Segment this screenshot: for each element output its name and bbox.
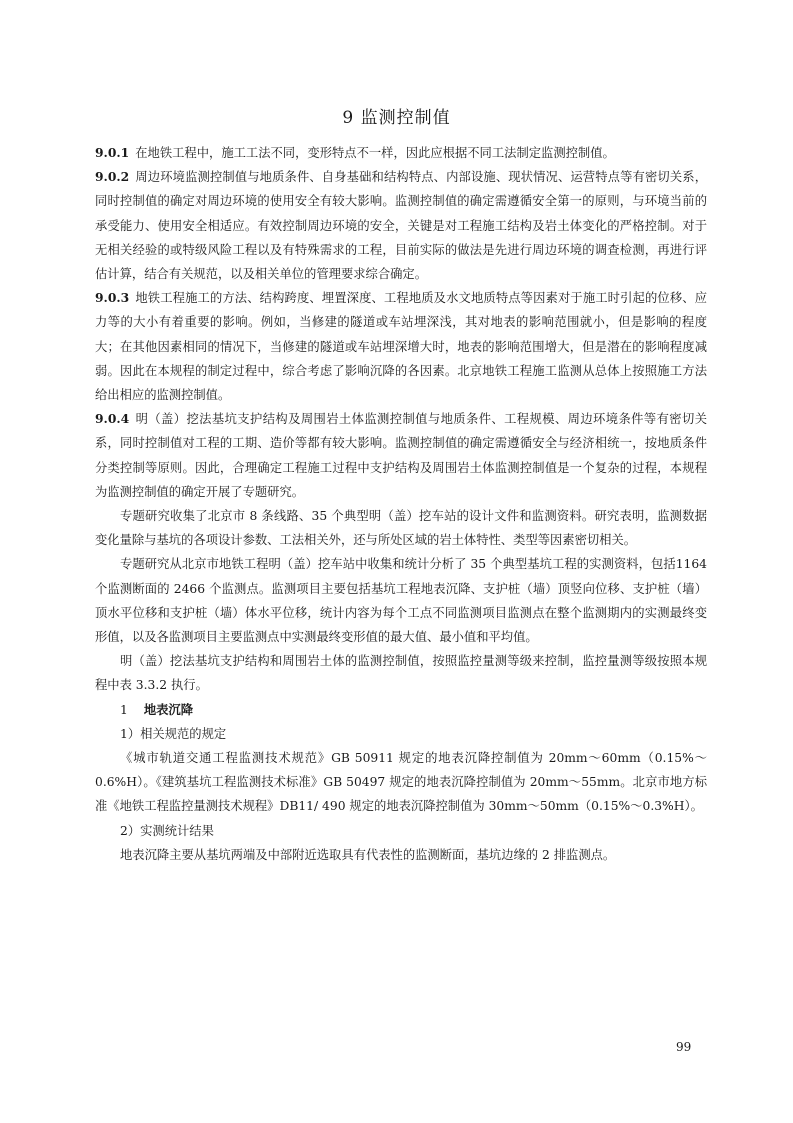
section-9-0-3	[95, 286, 707, 407]
section-9-0-1	[95, 141, 707, 165]
paragraph-research-statistics: 专题研究从北京市地铁工程明（盖）挖车站中收集和统计分析了 35 个典型基坑工程的实测资料，包括1164 个监测断面的 2466 个监测点。监测项目主要包括基坑工程地表沉降、支护桩（墙）顶竖向位移、支护桩（墙）顶水平位移和支护桩（墙）体水平位移，统计内容为每个工点不同监测项目监测点在整个监测期内的实测最终变形值，以及各监测项目主要监测点中实测最终变形值的最大值、最小值和平均值。	[95, 557, 707, 645]
section-number: 9.0.3	[95, 290, 130, 306]
paragraph-standards: 《城市轨道交通工程监测技术规范》GB 50911 规定的地表沉降控制值为 20mm～60mm（0.15%～0.6%H）。《建筑基坑工程监测技术标准》GB 50497 规定的地表沉降控制值为 20mm～55mm。北京市地方标准《地铁工程监控量测技术规程》DB11/ 490 规定的地表沉降控制值为 30mm～50mm（0.15%～0.3%H）。	[95, 751, 707, 814]
section-text: 周边环境监测控制值与地质条件、自身基础和结构特点、内部设施、现状情况、运营特点等有密切关系，同时控制值的确定对周边环境的使用安全有较大影响。监测控制值的确定需遵循安全第一的原则，与环境当前的承受能力、使用安全相适应。有效控制周边环境的安全，关键是对工程施工结构及岩土体变化的严格控制。对于无相关经验的或特级风险工程以及有特殊需求的工程，目前实际的做法是先进行周边环境的调查检测，再进行评估计算，结合有关规范，以及相关单位的管理要求综合确定。	[95, 170, 707, 282]
section-text: 在地铁工程中，施工工法不同，变形特点不一样，因此应根据不同工法制定监测控制值。	[135, 146, 615, 160]
section-number: 9.0.4	[95, 411, 130, 427]
page-title: 9 监测控制值	[342, 108, 451, 128]
section-text: 地铁工程施工的方法、结构跨度、埋置深度、工程地质及水文地质特点等因素对于施工时引起的位移、应力等的大小有着重要的影响。例如，当修建的隧道或车站埋深浅，其对地表的影响范围就小，但是影响的程度大；在其他因素相同的情况下，当修建的隧道或车站埋深增大时，地表的影响范围增大，但是潜在的影响程度减弱。因此在本规程的制定过程中，综合考虑了影响沉降的各因素。北京地铁工程施工监测从总体上按照施工方法给出相应的监测控制值。	[95, 291, 707, 403]
page-number: 99	[676, 1040, 692, 1054]
item-heading-statistics: 2）实测统计结果	[120, 823, 214, 838]
section-9-0-4	[95, 407, 707, 504]
subsection-title: 地表沉降	[143, 701, 194, 717]
section-number: 9.0.1	[95, 145, 130, 160]
paragraph-research-collection: 专题研究收集了北京市 8 条线路、35 个典型明（盖）挖车站的设计文件和监测资料。研究表明，监测数据变化量除与基坑的各项设计参数、工法相关外，还与所处区域的岩土体特性、类型等因素密切相关。	[95, 509, 707, 548]
paragraph-control-level: 明（盖）挖法基坑支护结构和周围岩土体的监测控制值，按照监控量测等级来控制，监控量测等级按照本规程中表 3.3.2 执行。	[95, 654, 707, 693]
paragraph-settlement-points: 地表沉降主要从基坑两端及中部附近选取具有代表性的监测断面，基坑边缘的 2 排监测点。	[120, 847, 616, 862]
item-heading-standards: 1）相关规范的规定	[120, 726, 227, 741]
body-text	[95, 141, 707, 867]
subsection-heading	[95, 698, 707, 722]
subsection-marker: 1	[120, 702, 128, 717]
section-number: 9.0.2	[95, 169, 130, 185]
section-9-0-2	[95, 165, 707, 286]
section-text: 明（盖）挖法基坑支护结构及周围岩土体监测控制值与地质条件、工程规模、周边环境条件等有密切关系，同时控制值对工程的工期、造价等都有较大影响。监测控制值的确定需遵循安全与经济相统一，按地质条件分类控制等原则。因此，合理确定工程施工过程中支护结构及周围岩土体监测控制值是一个复杂的过程，本规程为监测控制值的确定开展了专题研究。	[95, 412, 707, 499]
